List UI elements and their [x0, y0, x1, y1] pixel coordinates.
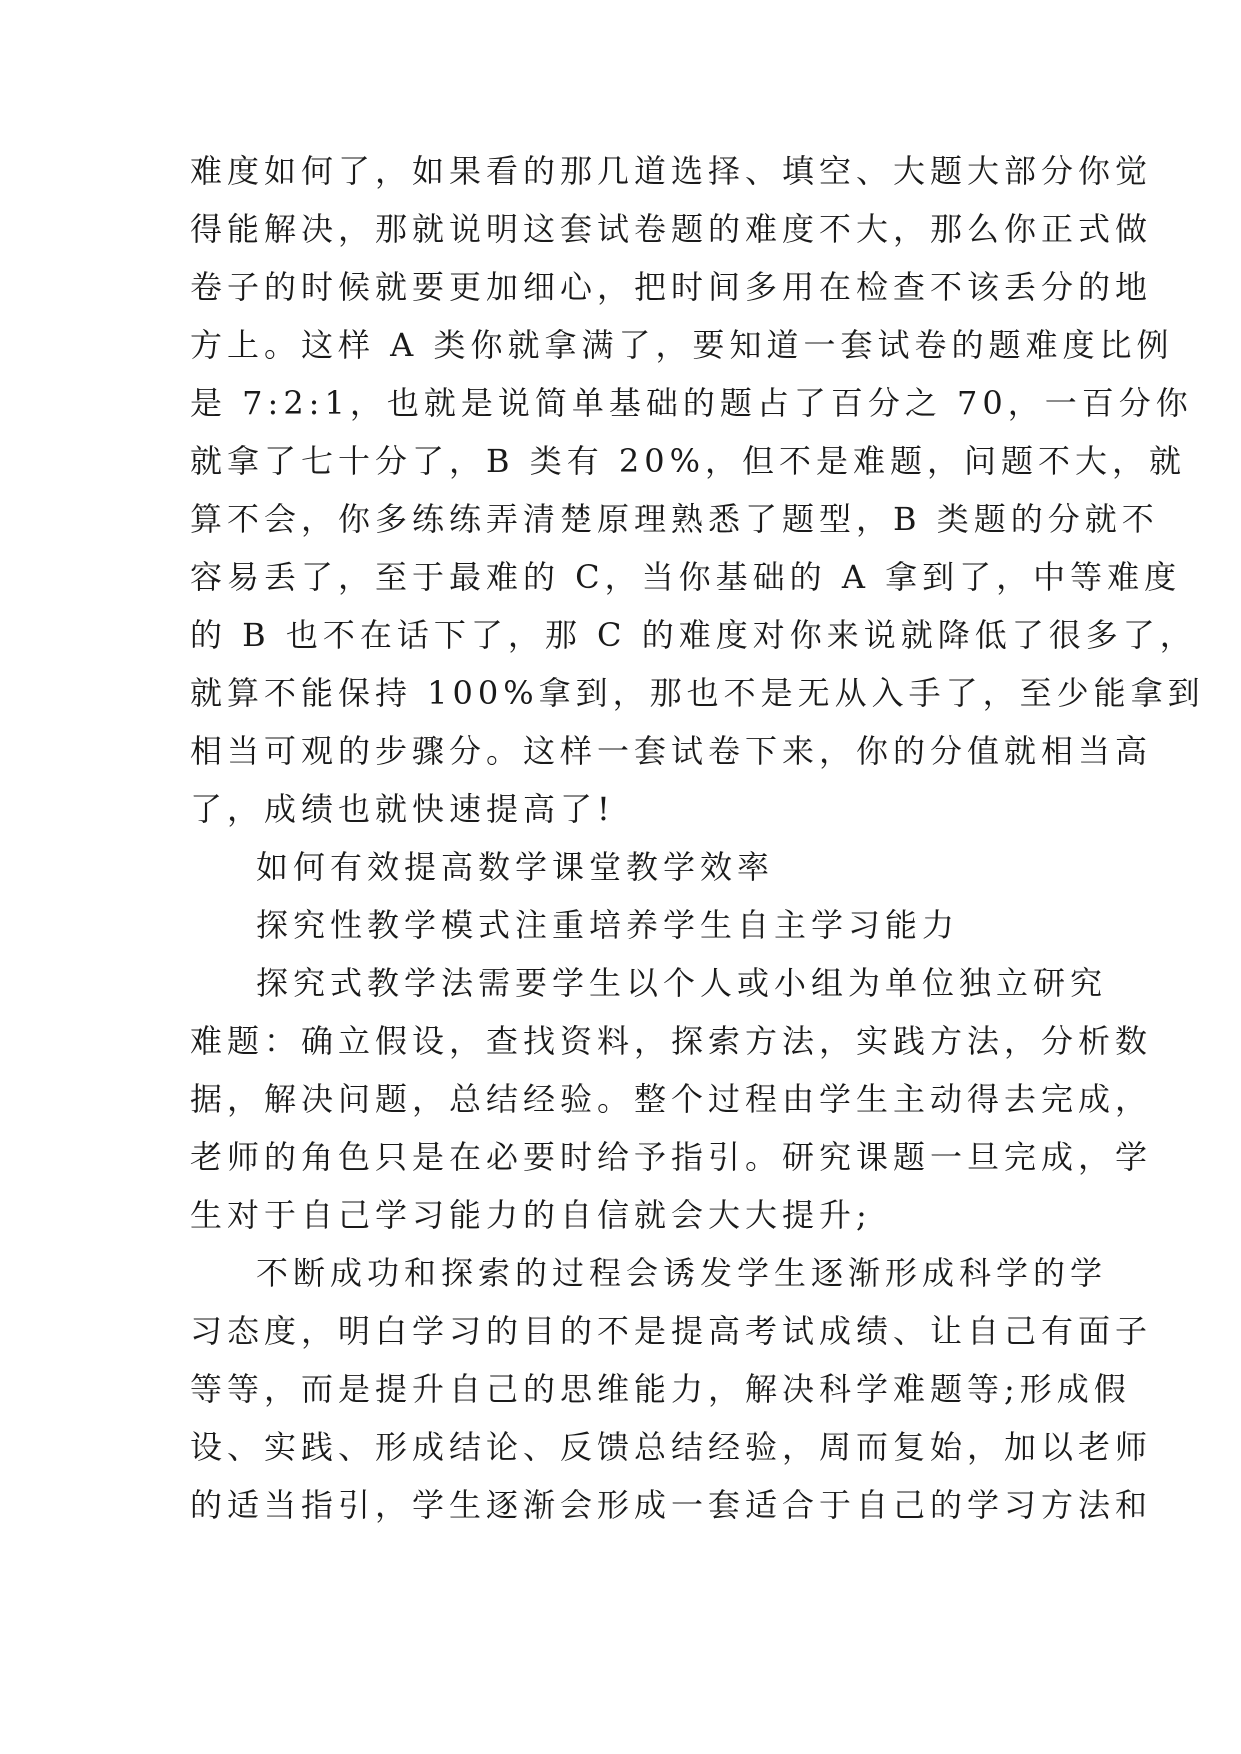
text-line: 了，成绩也就快速提高了!: [190, 790, 615, 828]
text-line: 探究式教学法需要学生以个人或小组为单位独立研究: [256, 964, 1108, 1002]
text-line: 习态度，明白学习的目的不是提高考试成绩、让自己有面子: [190, 1312, 1153, 1350]
text-line: 就算不能保持 100%拿到，那也不是无从入手了，至少能拿到: [190, 674, 1205, 712]
text-line: 容易丢了，至于最难的 C，当你基础的 A 拿到了，中等难度: [190, 558, 1182, 596]
text-line: 据，解决问题，总结经验。整个过程由学生主动得去完成，: [190, 1080, 1153, 1118]
text-line: 等等，而是提升自己的思维能力，解决科学难题等;形成假: [190, 1370, 1131, 1408]
text-line: 难题：确立假设，查找资料，探索方法，实践方法，分析数: [190, 1022, 1153, 1060]
text-line: 就拿了七十分了，B 类有 20%，但不是难题，问题不大，就: [190, 442, 1186, 480]
section-heading: 如何有效提高数学课堂教学效率: [256, 848, 775, 886]
text-line: 设、实践、形成结论、反馈总结经验，周而复始，加以老师: [190, 1428, 1153, 1466]
text-line: 老师的角色只是在必要时给予指引。研究课题一旦完成，学: [190, 1138, 1153, 1176]
text-line: 算不会，你多练练弄清楚原理熟悉了题型，B 类题的分就不: [190, 500, 1159, 538]
section-subheading: 探究性教学模式注重培养学生自主学习能力: [256, 906, 960, 944]
text-line: 相当可观的步骤分。这样一套试卷下来，你的分值就相当高: [190, 732, 1153, 770]
text-line: 不断成功和探索的过程会诱发学生逐渐形成科学的学: [256, 1254, 1108, 1292]
text-line: 难度如何了，如果看的那几道选择、填空、大题大部分你觉: [190, 152, 1153, 190]
text-line: 的适当指引，学生逐渐会形成一套适合于自己的学习方法和: [190, 1486, 1153, 1524]
text-line: 生对于自己学习能力的自信就会大大提升;: [190, 1196, 872, 1234]
text-line: 的 B 也不在话下了，那 C 的难度对你来说就降低了很多了，: [190, 616, 1197, 654]
text-line: 得能解决，那就说明这套试卷题的难度不大，那么你正式做: [190, 210, 1153, 248]
text-line: 是 7:2:1，也就是说简单基础的题占了百分之 70，一百分你: [190, 384, 1193, 422]
text-line: 卷子的时候就要更加细心，把时间多用在检查不该丢分的地: [190, 268, 1153, 306]
text-line: 方上。这样 A 类你就拿满了，要知道一套试卷的题难度比例: [190, 326, 1174, 364]
